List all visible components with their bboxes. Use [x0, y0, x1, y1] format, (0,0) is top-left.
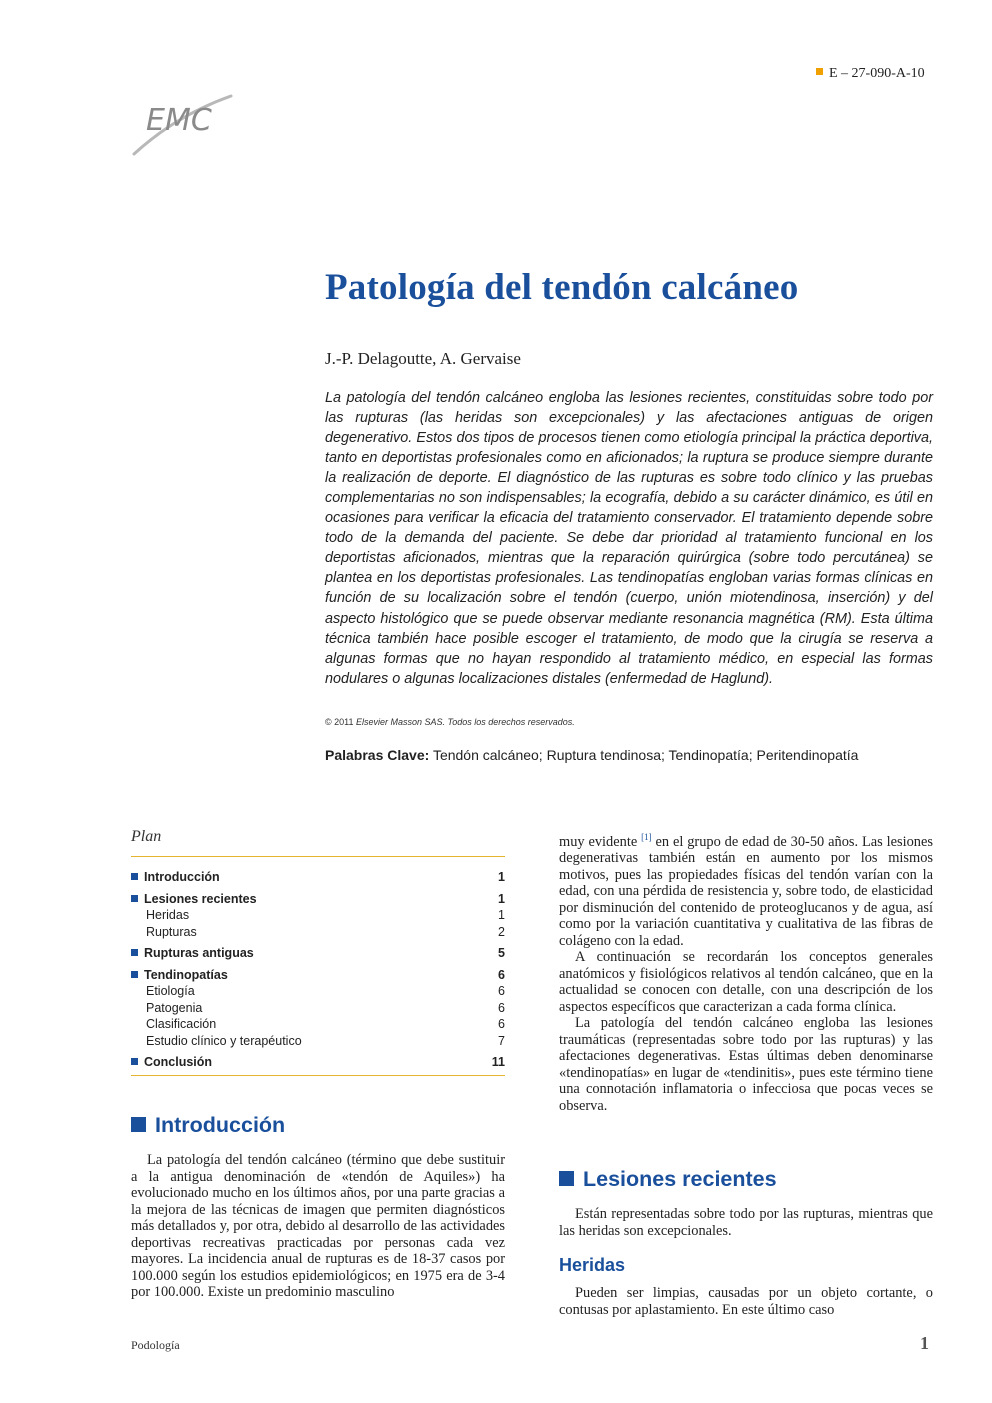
- copyright-year: © 2011: [325, 717, 354, 727]
- toc-label: Rupturas antiguas: [144, 946, 254, 960]
- reference-link[interactable]: [1]: [641, 832, 652, 842]
- toc-bullet: [131, 895, 138, 902]
- section-heading-introduccion: [131, 1113, 285, 1138]
- toc-page: 1: [498, 870, 505, 884]
- plan-rule-bottom: [131, 1075, 505, 1076]
- toc-item-patogenia[interactable]: [131, 1000, 505, 1016]
- document-code: [816, 66, 925, 82]
- toc-item-estudio-clinico[interactable]: [131, 1033, 505, 1049]
- toc-item-etiologia[interactable]: [131, 983, 505, 999]
- toc-bullet: [131, 1058, 138, 1065]
- toc-item-conclusion[interactable]: [131, 1054, 505, 1070]
- toc-item-heridas[interactable]: [131, 907, 505, 923]
- toc-label: Introducción: [144, 870, 220, 884]
- doc-code-text: E – 27-090-A-10: [829, 66, 925, 81]
- paragraph-text: muy evidente: [559, 833, 638, 850]
- toc-page: 7: [498, 1034, 505, 1048]
- right-column-body: [559, 829, 933, 1114]
- toc-label: Patogenia: [146, 1001, 203, 1015]
- logo-text: EMC: [146, 103, 212, 138]
- toc-page: 1: [498, 892, 505, 906]
- intro-paragraph: La patología del tendón calcáneo (término que debe sustituir a la antigua denominación de «tendón de Aquiles») ha evolucionado mucho en los últimos años, por una parte gracias a la mejora de las técnicas de imagen que permiten diagnósticos más detallados y, por otra, debido al desarrollo de las actividades deportivas recreativas practicadas por personas cada vez mayores. La incidencia anual de rupturas es de 18-37 casos por 100.000 según los estudios epidemiológicos; en 1975 era de 3-4 por 100.000. Existe un predominio masculino: [131, 1152, 505, 1300]
- toc-page: 6: [498, 968, 505, 982]
- heridas-body: [559, 1285, 933, 1318]
- toc-label: Heridas: [146, 908, 190, 922]
- right-paragraph-3: La patología del tendón calcáneo engloba las lesiones traumáticas (representadas sobre todo por las rupturas) y las afectaciones degenerativas. Estas últimas deben denominarse «tendinopatías» en lugar de «tendinitis», pues este término tiene una connotación inflamatoria o infecciosa que pocas veces se observa.: [559, 1015, 933, 1114]
- toc-bullet: [131, 949, 138, 956]
- abstract: La patología del tendón calcáneo engloba las lesiones recientes, constituidas sobre todo por las rupturas (las heridas son excepcionales) y las afectaciones antiguas de origen degenerativo. Estos dos tipos de procesos tienen como etiología principal la práctica deportiva, tanto en deportistas profesionales como en aficionados; la ruptura se produce siempre durante la realización de deporte. El diagnóstico de las rupturas es sobre todo clínico y las pruebas complementarias no son indispensables; la ecografía, debido a su carácter dinámico, es útil en ocasiones para verificar la eficacia del tratamiento conservador. El tratamiento depende sobre todo de la demanda del paciente. Se debe dar prioridad al tratamiento funcional en los deportistas aficionados, mientras que la reparación quirúrgica (sobre todo percutánea) se plantea en los deportistas profesionales. Las tendinopatías engloban varias formas clínicas en función de su localización sobre el tendón (cuerpo, unión miotendinosa, inserción) y del aspecto histológico que se puede observar mediante resonancia magnética (RM). Esta última técnica también hace posible escoger el tratamiento, de modo que la cirugía se reserva a algunas formas que no hayan respondido al tratamiento médico, en especial las formas nodulares o algunas localizaciones distales (enfermedad de Haglund).: [325, 390, 933, 687]
- toc-label: Conclusión: [144, 1055, 213, 1069]
- toc-label: Clasificación: [146, 1017, 217, 1031]
- copyright-holder: Elsevier Masson SAS. Todos los derechos reservados.: [356, 717, 575, 727]
- toc-item-introduccion[interactable]: [131, 869, 505, 885]
- toc-item-lesiones-recientes[interactable]: [131, 891, 505, 907]
- keywords: [325, 747, 935, 763]
- plan-rule-top: [131, 856, 505, 857]
- article-title: Patología del tendón calcáneo: [325, 267, 799, 308]
- section-heading-lesiones-recientes: [559, 1167, 777, 1192]
- lesiones-paragraph: Están representadas sobre todo por las rupturas, mientras que las heridas son excepcionales.: [559, 1206, 933, 1239]
- toc-bullet: [131, 971, 138, 978]
- intro-body: [131, 1152, 505, 1301]
- heading-text: Lesiones recientes: [583, 1167, 777, 1191]
- toc-page: 6: [498, 1001, 505, 1015]
- toc-item-rupturas[interactable]: [131, 924, 505, 940]
- copyright: [325, 717, 575, 727]
- toc-bullet: [131, 873, 138, 880]
- heridas-paragraph: Pueden ser limpias, causadas por un objeto cortante, o contusas por aplastamiento. En este último caso: [559, 1285, 933, 1318]
- heading-text: Introducción: [155, 1113, 286, 1137]
- toc-item-tendinopatias[interactable]: [131, 967, 505, 983]
- toc-page: 11: [491, 1055, 505, 1069]
- article-authors: J.-P. Delagoutte, A. Gervaise: [325, 349, 521, 368]
- heading-bullet: [559, 1171, 574, 1186]
- toc-page: 1: [498, 908, 505, 922]
- toc-page: 6: [498, 1017, 505, 1031]
- right-paragraph-2: A continuación se recordarán los conceptos generales anatómicos y fisiológicos relativos al tendón calcáneo, que en la actualidad se conocen con detalle, con una descripción de los aspectos específicos que caracterizan a cada forma clínica.: [559, 949, 933, 1015]
- toc-label: Rupturas: [146, 925, 197, 939]
- toc-item-clasificacion[interactable]: [131, 1016, 505, 1032]
- heading-bullet: [131, 1117, 146, 1132]
- page-number: 1: [920, 1333, 929, 1353]
- toc-item-rupturas-antiguas[interactable]: [131, 945, 505, 961]
- doc-code-marker: [816, 68, 823, 75]
- paragraph-text: en el grupo de edad de 30-50 años. Las lesiones degenerativas también están en aumento por los mismos motivos, pues las propiedades físicas del tendón varían con la edad, con una pérdida de resistencia y, sobre todo, de elasticidad por disminución del contenido de proteoglucanos y de agua, así como por la variación cuantitativa y cualitativa de las fibras de colágeno con la edad.: [559, 833, 933, 949]
- toc-label: Lesiones recientes: [144, 892, 257, 906]
- toc-label: Estudio clínico y terapéutico: [146, 1034, 302, 1048]
- plan-title: Plan: [131, 828, 162, 845]
- keywords-label: Palabras Clave:: [325, 747, 430, 763]
- toc-label: Tendinopatías: [144, 968, 228, 982]
- lesiones-body: [559, 1206, 933, 1239]
- keywords-list: Tendón calcáneo; Ruptura tendinosa; Tendinopatía; Peritendinopatía: [432, 747, 859, 763]
- subsection-heading-heridas: Heridas: [559, 1255, 626, 1275]
- toc-page: 6: [498, 984, 505, 998]
- toc-page: 5: [498, 946, 505, 960]
- emc-logo: [126, 74, 236, 160]
- toc-label: Etiología: [146, 984, 195, 998]
- right-paragraph-1: [559, 829, 933, 949]
- journal-name: Podología: [131, 1338, 180, 1352]
- toc-page: 2: [498, 925, 505, 939]
